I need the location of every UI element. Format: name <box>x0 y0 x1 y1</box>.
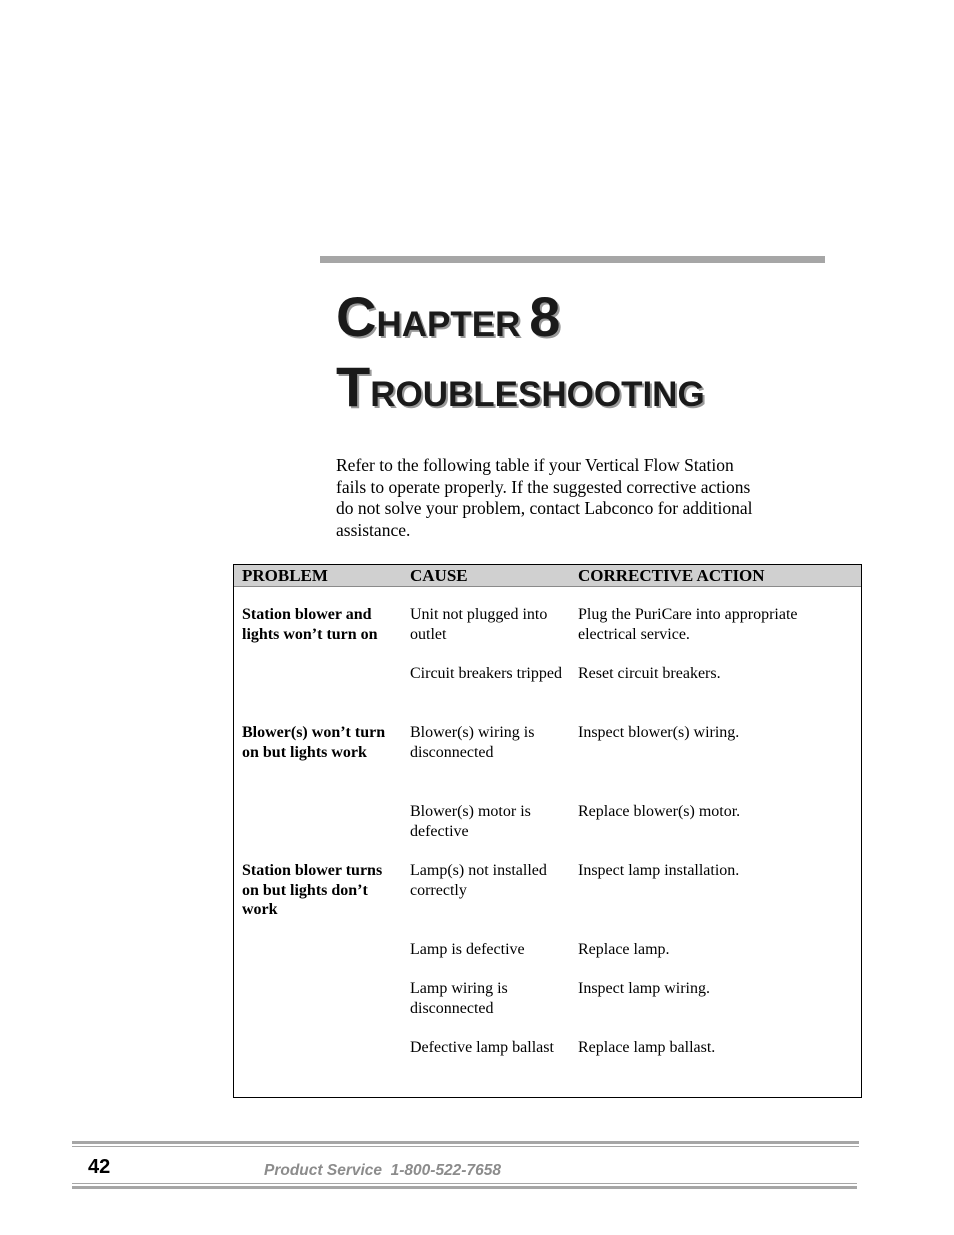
table-row-cause: Blower(s) motor is defective <box>410 803 531 840</box>
header-cause: CAUSE <box>410 566 468 585</box>
table-row-problem: Station blower turns on but lights don’t work <box>242 862 383 918</box>
subject-initial: T <box>336 355 371 418</box>
table-row-problem: Blower(s) won’t turn on but lights work <box>242 724 386 761</box>
table-row-cause: Lamp is defective <box>410 941 525 958</box>
table-row-action: Replace blower(s) motor. <box>578 803 741 820</box>
table-header-row <box>234 565 861 587</box>
table-row-action: Inspect lamp wiring. <box>578 980 710 997</box>
chapter-number: 8 <box>529 285 561 348</box>
table-row-cause: Lamp wiring is disconnected <box>410 980 508 1017</box>
chapter-top-rule <box>320 256 825 263</box>
table-row-action: Inspect blower(s) wiring. <box>578 724 740 741</box>
header-corrective-action: CORRECTIVE ACTION <box>578 566 765 585</box>
table-row-action: Plug the PuriCare into appropriate electrical service. <box>578 606 798 643</box>
table-row-cause: Blower(s) wiring is disconnected <box>410 724 535 761</box>
page-number: 42 <box>88 1156 111 1178</box>
table-row-action: Inspect lamp installation. <box>578 862 740 879</box>
table-row-cause: Defective lamp ballast <box>410 1039 554 1056</box>
header-problem: PROBLEM <box>242 566 328 585</box>
table-row-problem: Station blower and lights won’t turn on <box>242 606 378 643</box>
intro-paragraph: Refer to the following table if your Vertical Flow Station fails to operate properly. If the suggested corrective actions do not solve your problem, contact Labconco for additional assistance. <box>336 455 753 540</box>
table-row-action: Replace lamp ballast. <box>578 1039 716 1056</box>
table-row-cause: Circuit breakers tripped <box>410 665 562 682</box>
footer-top-rule <box>72 1141 859 1147</box>
footer-bottom-rule <box>72 1183 857 1189</box>
chapter-heading-line <box>336 286 705 356</box>
chapter-title <box>336 286 705 426</box>
chapter-initial: C <box>336 285 377 348</box>
table-row-action: Replace lamp. <box>578 941 670 958</box>
chapter-word-rest: HAPTER <box>376 305 521 344</box>
subject-word-rest: ROUBLESHOOTING <box>370 375 705 414</box>
table-row-cause: Lamp(s) not installed correctly <box>410 862 547 899</box>
chapter-subject-line <box>336 356 705 426</box>
table-row-action: Reset circuit breakers. <box>578 665 721 682</box>
table-row-cause: Unit not plugged into outlet <box>410 606 548 643</box>
product-service-phone: Product Service 1-800-522-7658 <box>264 1162 501 1179</box>
troubleshooting-table <box>233 564 862 1098</box>
